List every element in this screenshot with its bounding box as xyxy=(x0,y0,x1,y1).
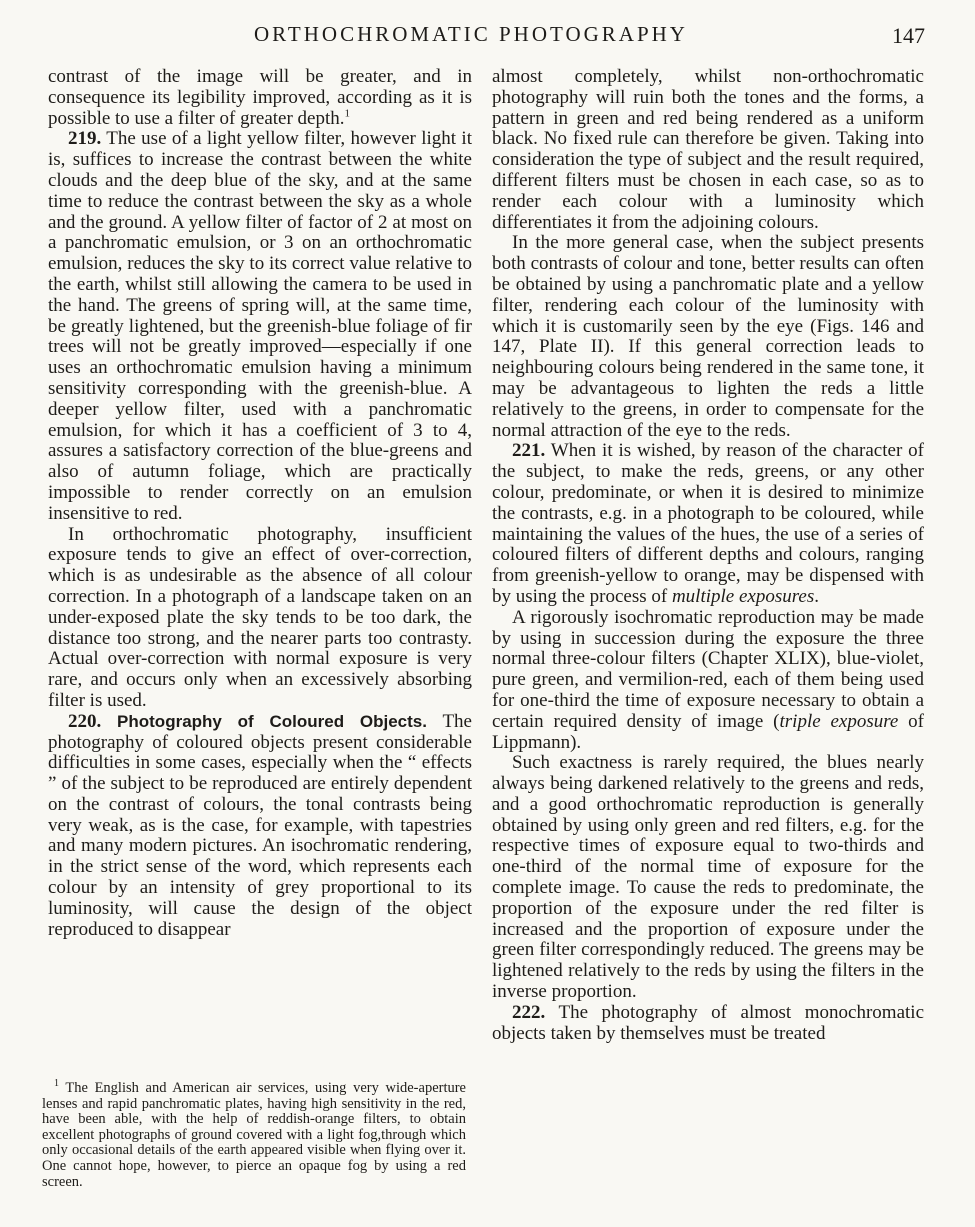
paragraph-text: The use of a light yellow filter, however light it is, suffices to increase the contrast between the white clouds and the deep blue of the sky, and at the same time to reduce the contrast between the sky as a whole and the ground. A yellow filter of factor of 2 at most on a panchromatic emulsion, or 3 on an orthochromatic emulsion, reduces the sky to its correct value relative to the earth, whilst still allowing the camera to be used in the hand. The greens of spring will, at the same time, be greatly lightened, but the greenish-blue foliage of fir trees will not be greatly improved—especially if one uses an orthochromatic emulsion having a minimum sensitivity corresponding with the greenish-blue. A deeper yellow filter, used with a panchromatic emulsion, for which it has a coefficient of 3 to 4, assures a satisfactory correction of the blue-greens and also of autumn foliage, which are practically impossible to render correctly on an emulsion insensitive to red. xyxy=(48,128,472,524)
paragraph-number: 220. xyxy=(68,710,102,732)
running-title: ORTHOCHROMATIC PHOTOGRAPHY xyxy=(254,22,688,46)
right-column xyxy=(492,67,924,1044)
paragraph-continuation xyxy=(48,67,472,129)
paragraph-text: The photography of almost monochromatic objects taken by themselves must be treated xyxy=(492,1001,924,1044)
running-head xyxy=(0,18,975,50)
paragraph-isochromatic xyxy=(492,608,924,754)
paragraph-222 xyxy=(492,1003,924,1045)
footnote-mark: 1 xyxy=(54,1078,59,1090)
paragraph-exactness: Such exactness is rarely required, the blues nearly always being darkened relatively to the greens and reds, and a good orthochromatic reproduction is generally obtained by using only green and red filters, e.g. for the respective times of exposure equal to two-thirds and one-third of the normal time of exposure for the complete image. To cause the reds to predominate, the proportion of the exposure under the red filter is increased and the proportion of exposure under the green filter correspondingly reduced. The greens may be lightened relatively to the reds by using the filters in the inverse proportion. xyxy=(492,752,924,1003)
paragraph-220 xyxy=(48,712,472,941)
paragraph-number: 222. xyxy=(512,1001,546,1023)
paragraph-221 xyxy=(492,441,924,607)
page-number: 147 xyxy=(892,23,925,48)
footnote-reference: 1 xyxy=(344,107,351,120)
paragraph-text: A rigorously isochromatic reproduction may be made by using in succession during the exposure the three normal three-colour filters (Chapter XLIX), blue-violet, pure green, and vermilion-red, each of them being used for one-third the time of exposure necessary to obtain a certain required density of image ( xyxy=(492,606,924,732)
paragraph-continuation: almost completely, whilst non-orthochromatic photography will ruin both the tones and the forms, a pattern in green and red being rendered as a uniform black. No fixed rule can therefore be given. Taking into consideration the type of subject and the result required, different filters must be chosen in each case, so as to render each colour with a luminosity which differentiates it from the adjoining colours. xyxy=(492,66,924,233)
paragraph-219 xyxy=(48,129,472,524)
footnote-text xyxy=(42,1078,466,1190)
footnote xyxy=(42,1078,466,1190)
italic-term: multiple exposures xyxy=(671,585,815,607)
paragraph-text-end: of Lippmann). xyxy=(492,710,924,753)
paragraph-general-case: In the more general case, when the subject presents both contrasts of colour and tone, better results can often be obtained by using a panchromatic plate and a yellow filter, rendering each colour of the luminosity with which it is customarily seen by the eye (Figs. 146 and 147, Plate II). If this general correction leads to neighbouring colours being rendered in the same tone, it may be advantageous to lighten the reds a little relatively to the greens, in order to compensate for the normal attraction of the eye to the reds. xyxy=(492,232,924,441)
paragraph-number: 219. xyxy=(68,128,102,150)
paragraph-text-end: . xyxy=(814,585,819,607)
paragraph-text: The photography of coloured objects present considerable difficulties in some cases, especially when the “ effects ” of the subject to be reproduced are entirely dependent on the contrast of colours, the tonal contrasts being very weak, as is the case, for example, with tapestries and many modern pictures. An isochromatic rendering, in the strict sense of the word, which represents each colour by an intensity of grey proportional to its luminosity, will cause the design of the object reproduced to disappear xyxy=(48,710,472,940)
left-column xyxy=(48,67,472,940)
paragraph-insufficient-exposure: In orthochromatic photography, insufficient exposure tends to give an effect of over-correction, which is as undesirable as the absence of all colour correction. In a photograph of a landscape taken on an under-exposed plate the sky tends to be too dark, the distance too strong, and the nearer parts too contrasty. Actual over-correction with normal exposure is very rare, and occurs only when an excessively absorbing filter is used. xyxy=(48,523,472,711)
paragraph-number: 221. xyxy=(512,440,546,462)
footnote-body: The English and American air services, using very wide-aperture lenses and rapid panchromatic plates, having high sensitivity in the red, have been able, with the help of reddish-orange filters, to obtain excellent photographs of ground covered with a light fog,through which only occasional details of the earth appeared visible when flying over it. One cannot hope, however, to pierce an opaque fog by using a red screen. xyxy=(42,1080,466,1190)
paragraph-text: contrast of the image will be greater, and in consequence its legibility improved, according as it is possible to use a filter of greater depth. xyxy=(48,66,472,129)
section-heading: Photography of Coloured Objects. xyxy=(101,711,427,731)
italic-term: triple exposure xyxy=(779,710,899,732)
paragraph-text: When it is wished, by reason of the character of the subject, to make the reds, greens, or any other colour, predominate, or when it is desired to minimize the contrasts, e.g. in a photograph to be coloured, while maintaining the values of the hues, the use of a series of coloured filters of different depths and colours, ranging from greenish-yellow to orange, may be dispensed with by using the process of xyxy=(492,440,924,607)
